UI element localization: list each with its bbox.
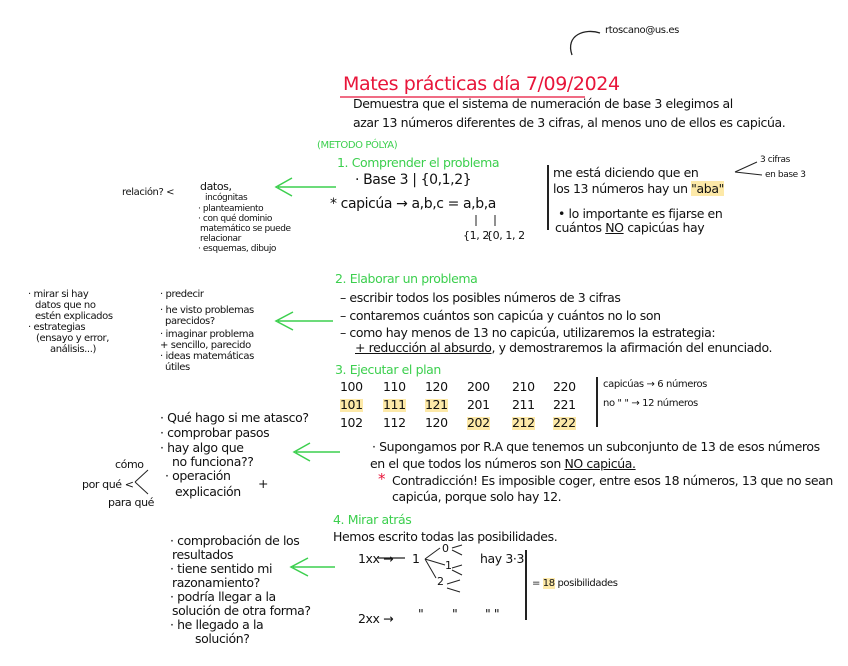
table-cell: 100 — [340, 379, 363, 394]
table-cell: 102 — [340, 415, 363, 430]
left-note: razonamiento? — [172, 575, 260, 590]
table-cell: 201 — [467, 397, 490, 412]
problem-line: azar 13 números diferentes de 3 cifras, al menos uno de ellos es capicúa. — [353, 115, 786, 130]
ditto: " " — [485, 606, 500, 621]
tree-node: 1 — [412, 551, 420, 566]
ditto: " — [452, 606, 458, 621]
result — [532, 579, 618, 589]
page-title: Mates prácticas día 7/09/2024 — [343, 73, 620, 95]
no-capicua: NO capicúa. — [564, 456, 636, 471]
step2-heading: 2. Elaborar un problema — [335, 271, 478, 286]
left-note: incógnitas — [205, 193, 248, 203]
plan-line: – contaremos cuántos son capicúa y cuántos no lo son — [340, 308, 661, 323]
table-cell: 221 — [553, 397, 576, 412]
green-arrow-4 — [291, 558, 335, 576]
proof-text: en el que todos los números son — [370, 456, 561, 471]
left-note: no funciona?? — [172, 454, 254, 469]
left-note: parecidos? — [165, 316, 215, 327]
result-eq: = — [532, 578, 540, 589]
plan-line — [355, 342, 772, 355]
left-note: · comprobar pasos — [160, 425, 270, 440]
side-arrows — [735, 162, 762, 175]
table-cell: 200 — [467, 379, 490, 394]
left-note: · hay algo que — [160, 440, 244, 455]
method-label: (METODO PÓLYA) — [317, 140, 398, 151]
left-note: + sencillo, parecido — [160, 340, 251, 351]
left-note: · he visto problemas — [160, 305, 254, 316]
divider — [525, 550, 527, 620]
table-cell: 111 — [383, 397, 406, 412]
table-cell: 220 — [553, 379, 576, 394]
left-note: solución? — [195, 631, 250, 646]
tree-node: 1xx → — [358, 551, 394, 566]
note-text: cuántos — [555, 220, 602, 235]
table-cell: 211 — [512, 397, 535, 412]
left-note: · estrategias — [28, 322, 86, 333]
left-note: solución de otra forma? — [172, 603, 311, 618]
left-note: análisis...) — [50, 344, 96, 355]
why-arrows — [135, 470, 148, 494]
left-note: · he llegado a la — [170, 617, 264, 632]
down-arrows — [476, 215, 495, 226]
note-line: • lo importante es fijarse en — [558, 206, 723, 221]
left-note: útiles — [165, 362, 190, 373]
left-note: datos que no — [35, 300, 96, 311]
proof-line: capicúa, porque solo hay 12. — [392, 489, 562, 504]
summary-line: no " " → 12 números — [603, 398, 698, 409]
side-note: en base 3 — [765, 170, 806, 180]
green-arrow-3 — [294, 443, 340, 461]
left-note: · mirar si hay — [28, 289, 89, 300]
why-note: por qué < — [82, 478, 134, 491]
left-note: · esquemas, dibujo — [198, 244, 277, 254]
result-label: posibilidades — [557, 578, 618, 589]
side-note: 3 cifras — [760, 155, 790, 165]
left-note: explicación — [175, 484, 241, 499]
green-arrow-2 — [276, 312, 333, 330]
aba-highlight: "aba" — [691, 181, 724, 196]
step1-heading: 1. Comprender el problema — [337, 155, 500, 170]
plan-text: , y demostraremos la afirmación del enunciado. — [491, 340, 773, 355]
left-note: · predecir — [160, 289, 204, 300]
green-arrow-1 — [276, 178, 336, 196]
tree-node: 0 — [442, 542, 449, 555]
problem-line: Demuestra que el sistema de numeración de base 3 elegimos al — [353, 96, 733, 111]
left-note: · podría llegar a la — [170, 589, 276, 604]
left-note: estén explicados — [35, 311, 113, 322]
left-note: resultados — [172, 547, 234, 562]
proof-line — [370, 458, 636, 471]
proof-line: Contradicción! Es imposible coger, entre esos 18 números, 13 que no sean — [392, 473, 833, 488]
table-cell: 212 — [512, 415, 535, 430]
summary-line: capicúas → 6 números — [603, 379, 707, 390]
divider — [547, 165, 549, 230]
step3-heading: 3. Ejecutar el plan — [335, 362, 441, 377]
table-cell: 112 — [383, 415, 406, 430]
asterisk-icon: * — [378, 470, 386, 488]
table-cell: 101 — [340, 397, 363, 412]
note-line — [555, 222, 704, 235]
table-cell: 120 — [425, 415, 448, 430]
left-note: relacionar — [200, 234, 241, 244]
intro-line: Hemos escrito todas las posibilidades. — [333, 529, 558, 544]
left-note: · con qué dominio — [198, 214, 272, 224]
result-number: 18 — [542, 578, 555, 589]
left-note: · operación — [165, 468, 231, 483]
plan-line: – escribir todos los posibles números de 3 cifras — [340, 290, 621, 305]
digits-a: {1, 2 — [463, 229, 489, 242]
tree-node: 2 — [437, 575, 444, 588]
table-cell: 121 — [425, 397, 448, 412]
capicua-def: * capicúa → a,b,c = a,b,a — [330, 196, 496, 212]
left-note: relación? < — [122, 187, 175, 198]
why-note: para qué — [108, 496, 155, 509]
tree-node: 2xx → — [358, 611, 394, 626]
table-cell: 210 — [512, 379, 535, 394]
left-note: · comprobación de los — [170, 533, 300, 548]
note-no: NO — [605, 220, 624, 235]
divider — [596, 377, 598, 427]
curved-arrow — [571, 31, 600, 55]
ditto: " — [418, 606, 424, 621]
base-note: · Base 3 | {0,1,2} — [355, 172, 472, 188]
table-cell: 110 — [383, 379, 406, 394]
plan-line: – como hay menos de 13 no capicúa, utilizaremos la estrategia: — [340, 325, 716, 340]
left-note: matemático se puede — [200, 224, 291, 234]
author-email: rtoscano@us.es — [605, 25, 679, 36]
step4-heading: 4. Mirar atrás — [333, 512, 412, 527]
note-text: los 13 números hay un — [553, 181, 688, 196]
left-note: · planteamiento — [198, 204, 264, 214]
note-text: capicúas hay — [627, 220, 705, 235]
strategy: + reducción al absurdo — [355, 340, 492, 355]
digits-b: {0, 1, 2 — [486, 229, 525, 242]
left-note: datos, — [200, 180, 232, 193]
table-cell: 222 — [553, 415, 576, 430]
left-note: · ideas matemáticas — [160, 351, 254, 362]
tree-note: hay 3·3 — [480, 551, 525, 566]
left-note: + — [258, 476, 269, 491]
note-line — [553, 183, 724, 196]
proof-line: · Supongamos por R.A que tenemos un subconjunto de 13 de esos números — [372, 439, 820, 454]
left-note: · tiene sentido mi — [170, 561, 273, 576]
note-line: me está diciendo que en — [553, 165, 699, 180]
why-note: cómo — [115, 458, 144, 471]
left-note: · imaginar problema — [160, 329, 254, 340]
left-note: (ensayo y error, — [36, 333, 110, 344]
left-note: · Qué hago si me atasco? — [160, 410, 309, 425]
table-cell: 120 — [425, 379, 448, 394]
tree-node: 1 — [445, 559, 452, 572]
table-cell: 202 — [467, 415, 490, 430]
